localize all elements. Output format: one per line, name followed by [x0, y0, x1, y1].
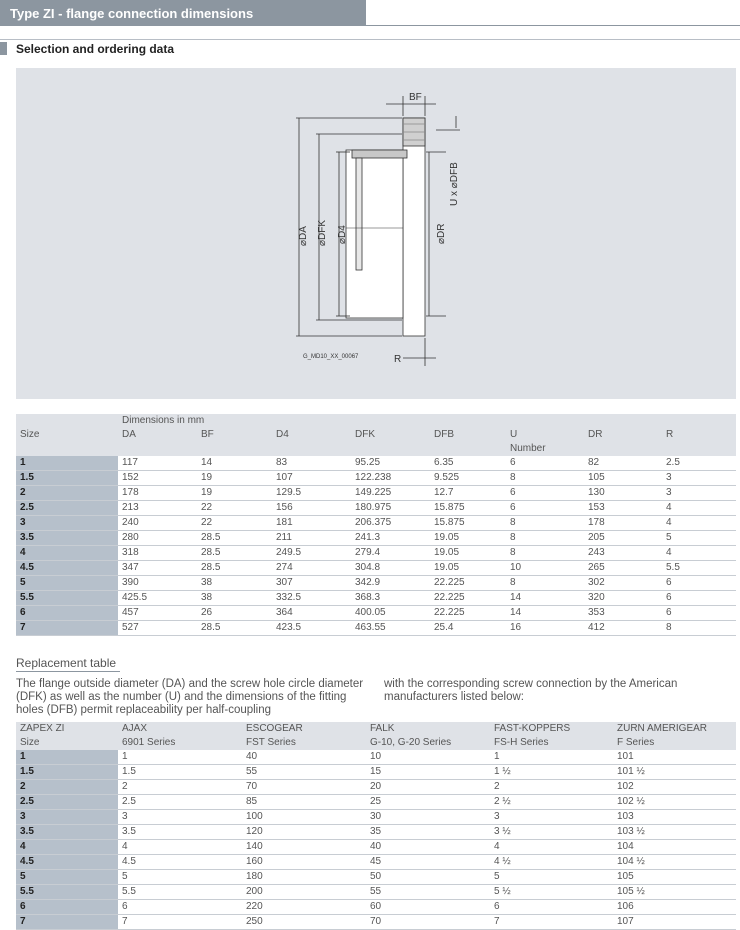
table-row — [16, 840, 736, 855]
drawing-id: G_MD10_XX_00067 — [303, 354, 359, 360]
repl-size-cell: 3 — [16, 810, 118, 825]
repl-size-cell: 3.5 — [16, 825, 118, 840]
repl-cell: 20 — [366, 780, 490, 795]
dim-cell: 22 — [197, 516, 272, 531]
repl-cell: 45 — [366, 855, 490, 870]
dim-size-cell: 4.5 — [16, 561, 118, 576]
dim-cell: 19.05 — [430, 546, 506, 561]
repl-size-cell: 7 — [16, 915, 118, 930]
dim-size-cell: 4 — [16, 546, 118, 561]
repl-size-cell: 4.5 — [16, 855, 118, 870]
repl-size-cell: 2 — [16, 780, 118, 795]
dim-cell: 8 — [506, 516, 584, 531]
repl-cell: 103 ½ — [613, 825, 736, 840]
col-zurn: ZURN AMERIGEAR — [617, 723, 708, 734]
repl-cell: 10 — [366, 750, 490, 765]
section-marker — [0, 42, 7, 55]
label-bf: BF — [409, 92, 422, 103]
col-r: R — [666, 429, 674, 440]
dim-cell: 527 — [118, 621, 197, 636]
repl-cell: 120 — [242, 825, 366, 840]
table-row — [16, 576, 736, 591]
repl-size-cell: 1 — [16, 750, 118, 765]
table-row — [16, 546, 736, 561]
repl-cell: 15 — [366, 765, 490, 780]
sub-falk: G-10, G-20 Series — [370, 737, 452, 748]
dim-cell: 22.225 — [430, 576, 506, 591]
dim-size-cell: 3 — [16, 516, 118, 531]
table-row — [16, 561, 736, 576]
dim-cell: 149.225 — [351, 486, 430, 501]
repl-cell: 102 — [613, 780, 736, 795]
repl-cell: 40 — [366, 840, 490, 855]
sub-escogear: FST Series — [246, 737, 296, 748]
repl-cell: 4.5 — [118, 855, 242, 870]
repl-cell: 2 — [118, 780, 242, 795]
repl-cell: 140 — [242, 840, 366, 855]
repl-cell: 4 — [118, 840, 242, 855]
dim-cell: 8 — [506, 471, 584, 486]
repl-cell: 6 — [490, 900, 613, 915]
repl-cell: 55 — [242, 765, 366, 780]
dim-cell: 400.05 — [351, 606, 430, 621]
repl-cell: 6 — [118, 900, 242, 915]
dim-cell: 265 — [584, 561, 662, 576]
dim-cell: 107 — [272, 471, 351, 486]
dim-size-cell: 3.5 — [16, 531, 118, 546]
col-da: DA — [122, 429, 136, 440]
dim-cell: 8 — [506, 546, 584, 561]
repl-cell: 30 — [366, 810, 490, 825]
dim-size-cell: 1.5 — [16, 471, 118, 486]
dim-cell: 15.875 — [430, 516, 506, 531]
dim-cell: 205 — [584, 531, 662, 546]
dim-cell: 6 — [662, 606, 736, 621]
repl-cell: 1 ½ — [490, 765, 613, 780]
replacement-para-left: The flange outside diameter (DA) and the screw hole circle diameter (DFK) as well as the number (U) and the dimensions of the fitting holes (DFB) permit replaceability per half-coupling — [16, 678, 364, 716]
table-row — [16, 531, 736, 546]
table-row — [16, 501, 736, 516]
repl-cell: 55 — [366, 885, 490, 900]
dim-cell: 6 — [506, 501, 584, 516]
replacement-title-underline — [16, 671, 120, 672]
table-row — [16, 885, 736, 900]
repl-subheaders — [16, 736, 736, 750]
dim-cell: 15.875 — [430, 501, 506, 516]
dim-cell: 241.3 — [351, 531, 430, 546]
repl-cell: 70 — [366, 915, 490, 930]
dim-cell: 3 — [662, 486, 736, 501]
group-header: Dimensions in mm — [122, 415, 205, 426]
dim-cell: 152 — [118, 471, 197, 486]
label-u-dfb: U x ⌀DFB — [449, 162, 460, 206]
col-dfb: DFB — [434, 429, 454, 440]
repl-cell: 7 — [490, 915, 613, 930]
label-r: R — [394, 354, 402, 365]
dim-cell: 25.4 — [430, 621, 506, 636]
dimensions-table — [16, 414, 736, 636]
dim-cell: 5.5 — [662, 561, 736, 576]
dim-cell: 243 — [584, 546, 662, 561]
repl-size-cell: 5.5 — [16, 885, 118, 900]
repl-cell: 220 — [242, 900, 366, 915]
table-row — [16, 780, 736, 795]
col-d4: D4 — [276, 429, 289, 440]
dim-cell: 105 — [584, 471, 662, 486]
col-size: Size — [20, 429, 40, 440]
repl-cell: 1 — [118, 750, 242, 765]
repl-cell: 2 ½ — [490, 795, 613, 810]
dim-cell: 8 — [662, 621, 736, 636]
dim-cell: 6.35 — [430, 456, 506, 471]
dim-cell: 14 — [197, 456, 272, 471]
repl-size-cell: 6 — [16, 900, 118, 915]
dim-cell: 22.225 — [430, 591, 506, 606]
dim-cell: 249.5 — [272, 546, 351, 561]
dim-cell: 274 — [272, 561, 351, 576]
repl-cell: 5.5 — [118, 885, 242, 900]
dim-size-cell: 5 — [16, 576, 118, 591]
dim-cell: 240 — [118, 516, 197, 531]
dim-cell: 4 — [662, 546, 736, 561]
dim-cell: 3 — [662, 471, 736, 486]
table-row — [16, 471, 736, 486]
repl-cell: 7 — [118, 915, 242, 930]
dim-cell: 6 — [662, 591, 736, 606]
repl-cell: 101 ½ — [613, 765, 736, 780]
dim-cell: 318 — [118, 546, 197, 561]
repl-cell: 101 — [613, 750, 736, 765]
repl-cell: 3 — [118, 810, 242, 825]
table-row — [16, 855, 736, 870]
dim-cell: 178 — [584, 516, 662, 531]
title-bar — [0, 0, 366, 26]
repl-cell: 2.5 — [118, 795, 242, 810]
dim-size-cell: 6 — [16, 606, 118, 621]
table-row — [16, 810, 736, 825]
dim-cell: 95.25 — [351, 456, 430, 471]
dim-cell: 28.5 — [197, 546, 272, 561]
dim-cell: 22 — [197, 501, 272, 516]
sub-ajax: 6901 Series — [122, 737, 176, 748]
dim-cell: 304.8 — [351, 561, 430, 576]
repl-cell: 1.5 — [118, 765, 242, 780]
col-dr: DR — [588, 429, 603, 440]
replacement-title: Replacement table — [16, 656, 117, 670]
col-bf: BF — [201, 429, 214, 440]
repl-cell: 100 — [242, 810, 366, 825]
dim-column-headers — [16, 428, 736, 442]
table-row — [16, 870, 736, 885]
table-row — [16, 750, 736, 765]
dim-cell: 6 — [506, 456, 584, 471]
dim-cell: 28.5 — [197, 531, 272, 546]
repl-cell: 3 ½ — [490, 825, 613, 840]
dim-cell: 38 — [197, 591, 272, 606]
table-row — [16, 606, 736, 621]
col-escogear: ESCOGEAR — [246, 723, 303, 734]
repl-cell: 105 ½ — [613, 885, 736, 900]
col-ajax: AJAX — [122, 723, 148, 734]
repl-size-cell: 5 — [16, 870, 118, 885]
dim-cell: 14 — [506, 591, 584, 606]
col-u: U — [510, 429, 518, 440]
dim-cell: 320 — [584, 591, 662, 606]
dim-cell: 213 — [118, 501, 197, 516]
dim-cell: 463.55 — [351, 621, 430, 636]
repl-cell: 104 — [613, 840, 736, 855]
repl-cell: 104 ½ — [613, 855, 736, 870]
dim-cell: 26 — [197, 606, 272, 621]
dim-cell: 156 — [272, 501, 351, 516]
dim-cell: 279.4 — [351, 546, 430, 561]
dim-cell: 302 — [584, 576, 662, 591]
col-fast-koppers: FAST-KOPPERS — [494, 723, 571, 734]
dim-size-cell: 2 — [16, 486, 118, 501]
sub-fast-koppers: FS-H Series — [494, 737, 549, 748]
dim-cell: 129.5 — [272, 486, 351, 501]
dim-cell: 6 — [662, 576, 736, 591]
dim-cell: 19.05 — [430, 531, 506, 546]
dim-cell: 332.5 — [272, 591, 351, 606]
repl-cell: 102 ½ — [613, 795, 736, 810]
repl-cell: 60 — [366, 900, 490, 915]
dim-cell: 425.5 — [118, 591, 197, 606]
repl-cell: 1 — [490, 750, 613, 765]
repl-cell: 3.5 — [118, 825, 242, 840]
repl-cell: 5 — [118, 870, 242, 885]
table-row — [16, 825, 736, 840]
dim-cell: 2.5 — [662, 456, 736, 471]
table-row — [16, 765, 736, 780]
header-blank — [16, 414, 118, 428]
dim-size-cell: 2.5 — [16, 501, 118, 516]
dim-cell: 19 — [197, 486, 272, 501]
dim-cell: 457 — [118, 606, 197, 621]
repl-cell: 105 — [613, 870, 736, 885]
dim-cell: 390 — [118, 576, 197, 591]
col-falk: FALK — [370, 723, 395, 734]
label-da: ⌀DA — [298, 226, 309, 246]
dim-cell: 4 — [662, 501, 736, 516]
dim-cell: 16 — [506, 621, 584, 636]
dim-cell: 14 — [506, 606, 584, 621]
dim-cell: 28.5 — [197, 561, 272, 576]
repl-cell: 4 — [490, 840, 613, 855]
dim-cell: 181 — [272, 516, 351, 531]
repl-cell: 25 — [366, 795, 490, 810]
repl-cell: 5 — [490, 870, 613, 885]
divider — [0, 39, 740, 40]
dim-cell: 4 — [662, 516, 736, 531]
sub-size: Size — [20, 737, 40, 748]
table-row — [16, 795, 736, 810]
repl-cell: 200 — [242, 885, 366, 900]
table-row — [16, 915, 736, 930]
repl-cell: 2 — [490, 780, 613, 795]
dim-cell: 130 — [584, 486, 662, 501]
repl-cell: 106 — [613, 900, 736, 915]
repl-size-cell: 1.5 — [16, 765, 118, 780]
dim-cell: 19.05 — [430, 561, 506, 576]
dim-cell: 22.225 — [430, 606, 506, 621]
label-dfk: ⌀DFK — [317, 219, 328, 246]
table-row — [16, 486, 736, 501]
dim-cell: 9.525 — [430, 471, 506, 486]
dim-cell: 8 — [506, 531, 584, 546]
repl-cell: 3 — [490, 810, 613, 825]
repl-cell: 250 — [242, 915, 366, 930]
table-row — [16, 516, 736, 531]
dim-cell: 178 — [118, 486, 197, 501]
dim-cell: 368.3 — [351, 591, 430, 606]
dim-cell: 5 — [662, 531, 736, 546]
section-title: Selection and ordering data — [16, 42, 175, 56]
flange-drawing-svg — [16, 68, 736, 399]
col-zapex: ZAPEX ZI — [20, 723, 65, 734]
repl-column-headers — [16, 722, 736, 736]
repl-cell: 160 — [242, 855, 366, 870]
dim-cell: 211 — [272, 531, 351, 546]
repl-cell: 85 — [242, 795, 366, 810]
repl-cell: 180 — [242, 870, 366, 885]
dimensions-table-body — [16, 456, 736, 636]
repl-cell: 4 ½ — [490, 855, 613, 870]
col-u-sub: Number — [510, 443, 546, 454]
dim-cell: 347 — [118, 561, 197, 576]
dim-cell: 280 — [118, 531, 197, 546]
dim-cell: 12.7 — [430, 486, 506, 501]
dim-cell: 117 — [118, 456, 197, 471]
dim-cell: 38 — [197, 576, 272, 591]
label-d4: ⌀D4 — [337, 225, 348, 244]
repl-cell: 35 — [366, 825, 490, 840]
col-dfk: DFK — [355, 429, 375, 440]
dim-size-cell: 7 — [16, 621, 118, 636]
page-title: Type ZI - flange connection dimensions — [10, 6, 254, 21]
table-row — [16, 621, 736, 636]
dim-cell: 353 — [584, 606, 662, 621]
dim-size-cell: 5.5 — [16, 591, 118, 606]
replacement-para-right: with the corresponding screw connection by the American manufacturers listed below: — [384, 678, 678, 703]
repl-cell: 5 ½ — [490, 885, 613, 900]
dim-cell: 412 — [584, 621, 662, 636]
dim-cell: 19 — [197, 471, 272, 486]
dim-cell: 122.238 — [351, 471, 430, 486]
table-row — [16, 456, 736, 471]
label-dr: ⌀DR — [436, 223, 447, 244]
replacement-table-body — [16, 750, 736, 930]
dim-cell: 423.5 — [272, 621, 351, 636]
dim-cell: 8 — [506, 576, 584, 591]
dim-cell: 364 — [272, 606, 351, 621]
dim-cell: 180.975 — [351, 501, 430, 516]
repl-cell: 50 — [366, 870, 490, 885]
flange-drawing — [16, 68, 736, 399]
repl-size-cell: 4 — [16, 840, 118, 855]
dim-cell: 206.375 — [351, 516, 430, 531]
dim-cell: 342.9 — [351, 576, 430, 591]
title-rule — [366, 25, 740, 26]
repl-cell: 40 — [242, 750, 366, 765]
repl-cell: 103 — [613, 810, 736, 825]
dim-cell: 82 — [584, 456, 662, 471]
dim-cell: 83 — [272, 456, 351, 471]
table-row — [16, 591, 736, 606]
dim-size-cell: 1 — [16, 456, 118, 471]
replacement-table — [16, 722, 736, 930]
repl-cell: 107 — [613, 915, 736, 930]
dim-cell: 6 — [506, 486, 584, 501]
repl-size-cell: 2.5 — [16, 795, 118, 810]
dim-cell: 307 — [272, 576, 351, 591]
table-row — [16, 900, 736, 915]
repl-cell: 70 — [242, 780, 366, 795]
dim-cell: 10 — [506, 561, 584, 576]
dim-cell: 28.5 — [197, 621, 272, 636]
dim-cell: 153 — [584, 501, 662, 516]
sub-zurn: F Series — [617, 737, 655, 748]
